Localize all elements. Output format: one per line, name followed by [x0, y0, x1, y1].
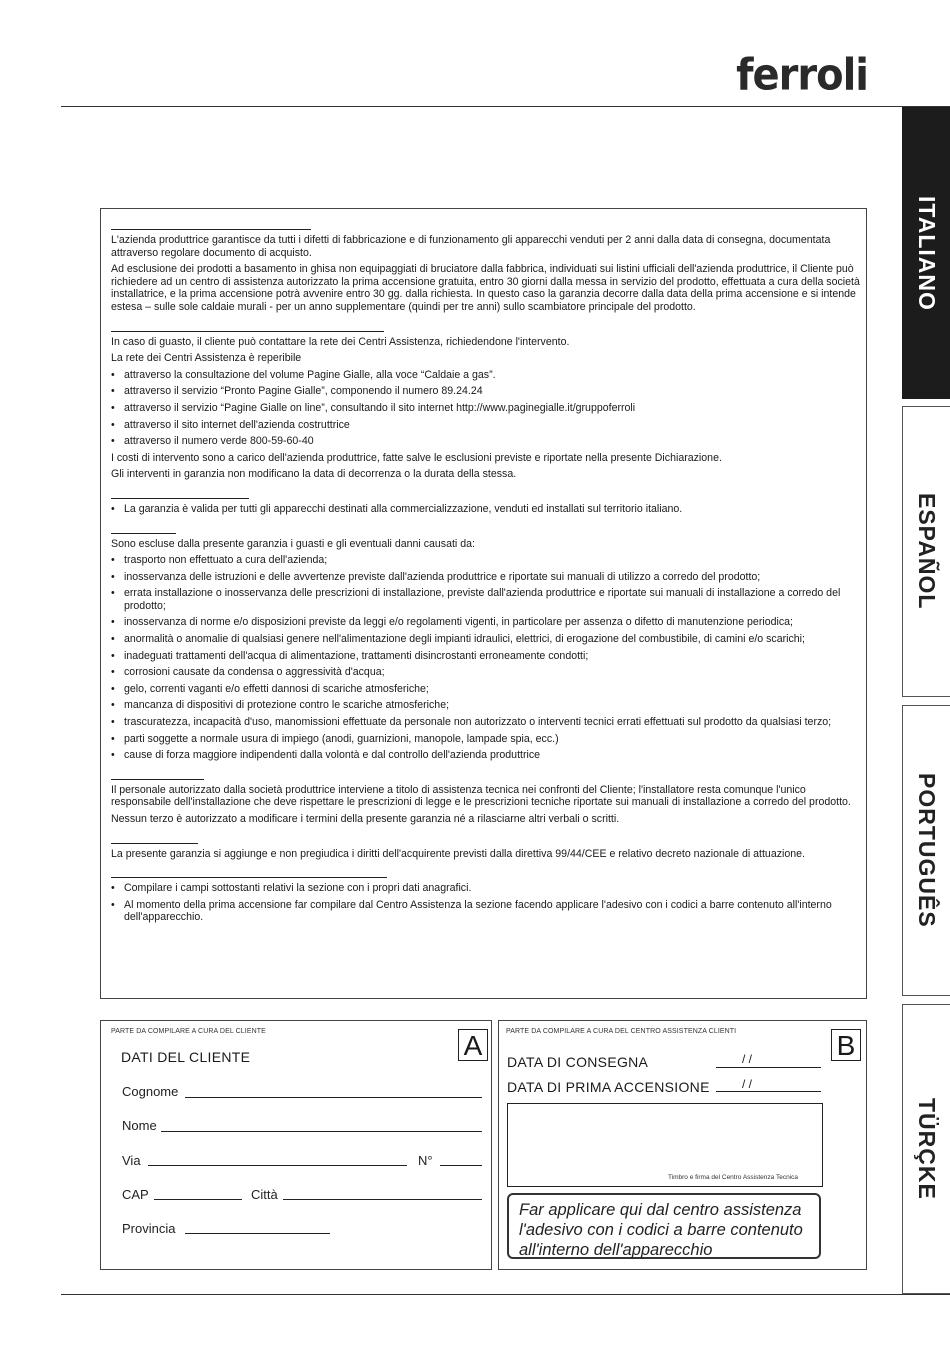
section-heading-rule: [111, 223, 311, 230]
barcode-sticker-area: Far applicare qui dal centro assistenza l'adesivo con i codici a barre contenuto all'interno dell'apparecchio: [507, 1193, 821, 1259]
numero-label: N°: [418, 1153, 433, 1168]
numero-field[interactable]: [440, 1165, 482, 1166]
tab-turkce[interactable]: [902, 1004, 950, 1294]
cognome-field[interactable]: [185, 1097, 482, 1098]
service-form-caption: PARTE DA COMPILARE A CURA DEL CENTRO ASSISTENZA CLIENTI: [506, 1028, 737, 1035]
list-item: • inosservanza delle istruzioni e delle avvertenze previste dall'azienda produttrice e riportate sui manuali di utilizzo a corredo del prodotto;: [111, 570, 761, 583]
customer-form: [100, 1020, 492, 1270]
list-item: • Compilare i campi sottostanti relativi la sezione con i propri dati anagrafici.: [111, 882, 472, 895]
via-field[interactable]: [148, 1165, 407, 1166]
footer-divider: [61, 1294, 950, 1295]
list-item: • Al momento della prima accensione far compilare dal Centro Assistenza la sezione facendo applicare l'adesivo con i codici a barre contenuto all'interno dell'apparecchio.: [111, 898, 832, 924]
data-consegna-separators: / /: [742, 1052, 753, 1066]
list-item: • attraverso il servizio “Pagine Gialle on line”, consultando il sito internet http://www.paginegialle.it/gruppoferroli: [111, 401, 636, 414]
via-label: Via: [122, 1153, 141, 1168]
data-consegna-field[interactable]: [716, 1067, 821, 1068]
paragraph: La rete dei Centri Assistenza è reperibile: [111, 352, 302, 365]
stamp-signature-box[interactable]: [507, 1103, 823, 1187]
citta-field[interactable]: [283, 1199, 482, 1200]
list-item: • mancanza di dispositivi di protezione contro le scariche atmosferiche;: [111, 699, 450, 712]
nome-field[interactable]: [161, 1131, 482, 1132]
paragraph: L'azienda produttrice garantisce da tutti i difetti di fabbricazione e di funzionamento gli apparecchi venduti per 2 anni dalla data di consegna, documentata attraverso regolare documento di acquisto.: [111, 234, 831, 259]
cognome-label: Cognome: [122, 1084, 179, 1099]
list-item: • anormalità o anomalie di qualsiasi genere nell'alimentazione degli impianti idraulici, elettrici, di erogazione del combustibile, di camini e/o scarichi;: [111, 633, 805, 646]
list-item: • attraverso il servizio “Pronto Pagine Gialle”, componendo il numero 89.24.24: [111, 385, 483, 398]
warranty-conditions: [100, 208, 867, 999]
list-item: • inadeguati trattamenti dell'acqua di alimentazione, trattamenti disincrostanti erroneamente condotti;: [111, 649, 589, 662]
section-heading-rule: [111, 325, 384, 332]
list-item: • corrosioni causate da condensa o aggressività d'acqua;: [111, 666, 385, 679]
section-heading-rule: [111, 527, 176, 534]
list-item: • inosservanza di norme e/o disposizioni previste da leggi e/o regolamenti vigenti, in particolare per assenza o difetto di manutenzione periodica;: [111, 616, 793, 629]
paragraph: Il personale autorizzato dalla società produttrice interviene a titolo di assistenza tecnica nei confronti del Cliente; l'installatore resta comunque l'unico responsabile dell'installazione che deve rispettare le prescrizioni di legge e le prescrizioni tecniche riportate sui manuali di installazione a corredo del prodotto.: [111, 783, 851, 809]
section-heading-rule: [111, 837, 198, 844]
ferroli-logo: ferroli: [736, 49, 868, 101]
tab-italiano[interactable]: [902, 107, 950, 399]
section-letter-a: A: [458, 1029, 488, 1061]
list-item: • errata installazione o inosservanza delle prescrizioni di installazione, previste dall'azienda produttrice e riportate sui manuali di installazione a corredo del prodotto;: [111, 587, 841, 612]
list-item: • attraverso la consultazione del volume Pagine Gialle, alla voce “Caldaie a gas”.: [111, 368, 496, 381]
data-consegna-label: DATA DI CONSEGNA: [507, 1054, 649, 1070]
list-item: • attraverso il sito internet dell'azienda costruttrice: [111, 418, 350, 431]
data-accensione-separators: / /: [742, 1077, 753, 1091]
stamp-caption: Timbro e firma del Centro Assistenza Tecnica: [667, 1174, 798, 1181]
section-heading-rule: [111, 773, 204, 780]
citta-label: Città: [251, 1187, 278, 1202]
paragraph: I costi di intervento sono a carico dell'azienda produttrice, fatte salve le esclusioni previste e riportate nella presente Dichiarazione.: [111, 451, 722, 464]
nome-label: Nome: [122, 1118, 157, 1133]
service-center-form: [498, 1020, 867, 1270]
tab-label: ESPAÑOL: [914, 493, 940, 610]
tab-label: PORTUGUÊS: [914, 773, 940, 928]
paragraph: Gli interventi in garanzia non modificano la data di decorrenza o la durata della stessa.: [111, 468, 517, 481]
cap-field[interactable]: [154, 1199, 242, 1200]
list-item: • parti soggette a normale usura di impiego (anodi, guarnizioni, manopole, lampade spia, ecc.): [111, 732, 559, 745]
tab-label: ITALIANO: [914, 195, 940, 311]
section-heading-rule: [111, 871, 387, 878]
list-item: • cause di forza maggiore indipendenti dalla volontà e dal controllo dell'azienda produttrice: [111, 749, 541, 762]
provincia-field[interactable]: [185, 1233, 330, 1234]
list-item: • gelo, correnti vaganti e/o effetti dannosi di scariche atmosferiche;: [111, 682, 429, 695]
tab-espanol[interactable]: [902, 406, 950, 697]
paragraph: Sono escluse dalla presente garanzia i guasti e gli eventuali danni causati da:: [111, 537, 475, 550]
cap-label: CAP: [122, 1187, 149, 1202]
section-letter-b: B: [831, 1029, 861, 1061]
tab-portugues[interactable]: [902, 705, 950, 996]
list-item: • La garanzia è valida per tutti gli apparecchi destinati alla commercializzazione, venduti ed installati sul territorio italiano.: [111, 502, 683, 515]
customer-form-caption: PARTE DA COMPILARE A CURA DEL CLIENTE: [111, 1028, 266, 1035]
paragraph: Ad esclusione dei prodotti a basamento in ghisa non equipaggiati di bruciatore dalla fabbrica, individuati sui listini ufficiali dell'azienda produttrice, il Cliente può richiedere ad un centro di assistenza autorizzato la prima accensione gratuita, entro 30 giorni dalla messa in servizio del prodotto, effettuata a cura della società installatrice, e la prima accensione potrà avvenire entro 30 gg. dalla richiesta. In questo caso la garanzia decorre dalla data della prima accensione e si intende estesa – sulle sole caldaie murali - per un anno supplementare (quindi per tre anni) sullo scambiatore principale del prodotto.: [111, 263, 860, 313]
paragraph: In caso di guasto, il cliente può contattare la rete dei Centri Assistenza, richiedendone l'intervento.: [111, 335, 570, 348]
provincia-label: Provincia: [122, 1221, 176, 1236]
data-accensione-label: DATA DI PRIMA ACCENSIONE: [507, 1079, 710, 1095]
list-item: • attraverso il numero verde 800-59-60-40: [111, 435, 314, 448]
tab-label: TÜRÇKE: [914, 1098, 940, 1200]
paragraph: La presente garanzia si aggiunge e non pregiudica i diritti dell'acquirente previsti dalla direttiva 99/44/CEE e relativo decreto nazionale di attuazione.: [111, 847, 805, 860]
data-accensione-field[interactable]: [716, 1091, 821, 1092]
list-item: • trasporto non effettuato a cura dell'azienda;: [111, 554, 328, 567]
section-heading-rule: [111, 492, 249, 499]
list-item: • trascuratezza, incapacità d'uso, manomissioni effettuate da personale non autorizzato o interventi tecnici errati effettuati sul prodotto da qualsiasi terzo;: [111, 716, 832, 729]
paragraph: Nessun terzo è autorizzato a modificare i termini della presente garanzia né a rilasciarne altri verbali o scritti.: [111, 813, 620, 825]
customer-form-title: DATI DEL CLIENTE: [121, 1049, 251, 1065]
header-divider: [61, 106, 950, 107]
